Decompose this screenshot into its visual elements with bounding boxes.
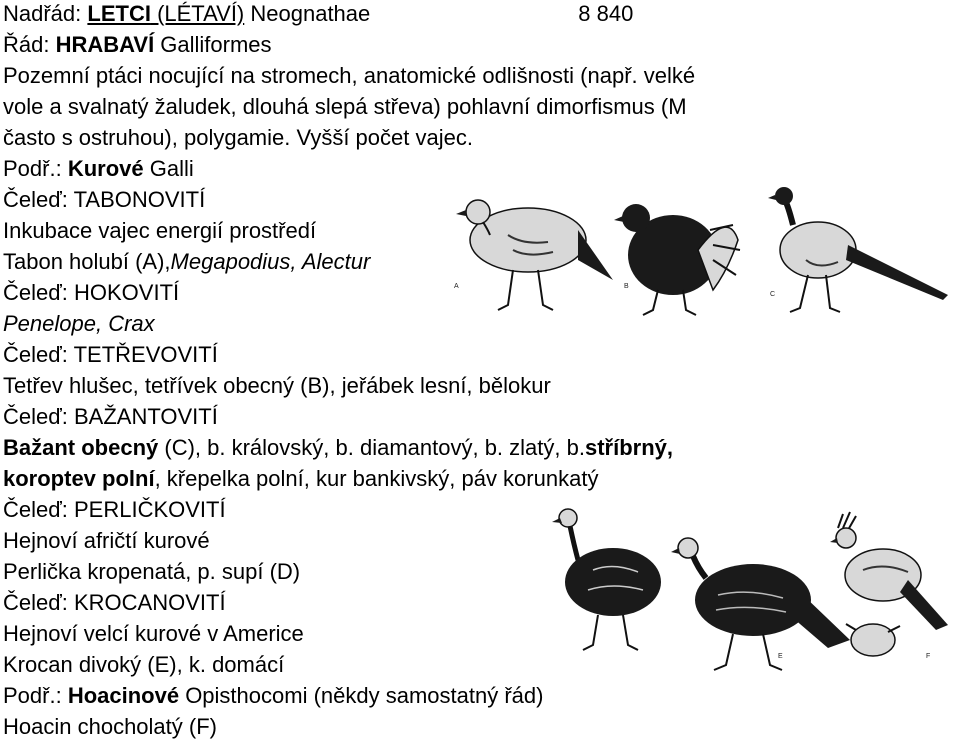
label-e: E [778, 653, 783, 660]
megapodiidae-species [3, 249, 370, 275]
species-count: 8 840 [578, 1, 634, 26]
suborder-hoatzin-line [3, 683, 543, 709]
suborder-latin: Galli [143, 156, 194, 181]
numididae-species: Perlička kropenatá, p. supí (D) [3, 559, 301, 584]
label-a: A [454, 283, 459, 290]
hoatzin-species: Hoacin chocholatý (F) [3, 714, 217, 739]
label-f: F [926, 653, 931, 660]
suborder-prefix: Podř.: [3, 156, 68, 181]
bird-b-black-grouse [614, 204, 740, 315]
family-numididae: Čeleď: PERLIČKOVITÍ [3, 497, 226, 522]
suborder-name-2: Hoacinové [67, 683, 180, 708]
bird-c-pheasant [768, 187, 948, 312]
other-species: , křepelka polní, kur bankivský, páv korunkatý [154, 466, 599, 491]
cracidae-genera: Penelope, Crax [3, 311, 155, 336]
species-text: Tabon holubí (A), [3, 249, 171, 274]
order-latin: Galliformes [154, 32, 272, 57]
family-cracidae: Čeleď: HOKOVITÍ [3, 280, 180, 305]
tetraonidae-species: Tetřev hlušec, tetřívek obecný (B), jeřábek lesní, bělokur [3, 373, 551, 398]
megapodiidae-note: Inkubace vajec energií prostředí [3, 218, 317, 243]
genus-names: Megapodius, Alectur [170, 249, 371, 274]
numididae-note: Hejnoví afričtí kurové [3, 528, 210, 553]
phasianidae-species-2 [3, 466, 598, 492]
meleagrididae-note: Hejnoví velcí kurové v Americe [3, 621, 304, 646]
family-tetraonidae: Čeleď: TETŘEVOVITÍ [3, 342, 218, 367]
order-line [3, 32, 272, 58]
bird-a-megapode [454, 200, 613, 310]
bird-d-guineafowl [552, 509, 661, 650]
phasianidae-species-1 [3, 435, 673, 461]
suborder-prefix-2: Podř.: [3, 683, 68, 708]
family-megapodiidae: Čeleď: TABONOVITÍ [3, 187, 206, 212]
family-meleagrididae: Čeleď: KROCANOVITÍ [3, 590, 226, 615]
suborder-name: Kurové [67, 156, 144, 181]
superorder-alt-name[interactable]: (LÉTAVÍ) [150, 1, 245, 26]
description-line-2: vole a svalnatý žaludek, dlouhá slepá střeva) pohlavní dimorfismus (M [3, 94, 687, 119]
family-phasianidae: Čeleď: BAŽANTOVITÍ [3, 404, 218, 429]
meleagrididae-species: Krocan divoký (E), k. domácí [3, 652, 285, 677]
pheasant-name: Bažant obecný [3, 435, 159, 460]
bird-e-turkey [671, 538, 850, 670]
label-b: B [624, 283, 629, 290]
suborder-latin-2: Opisthocomi (někdy samostatný řád) [179, 683, 544, 708]
superorder-name[interactable]: LETCI [87, 1, 151, 26]
partridge-name: koroptev polní [3, 466, 155, 491]
pheasant-relatives: (C), b. královský, b. diamantový, b. zlatý, b. [158, 435, 585, 460]
order-prefix: Řád: [3, 32, 56, 57]
superorder-latin: Neognathae [244, 1, 371, 26]
superorder-prefix: Nadřád: [3, 1, 88, 26]
label-c: C [770, 291, 776, 298]
suborder-galli-line [3, 156, 194, 182]
description-line-3: často s ostruhou), polygamie. Vyšší počet vajec. [3, 125, 473, 150]
illustration-birds-abc [428, 160, 958, 322]
illustration-birds-def [538, 500, 958, 678]
order-name: HRABAVÍ [55, 32, 155, 57]
superorder-line [3, 1, 633, 27]
silver-pheasant: stříbrný, [584, 435, 673, 460]
description-line-1: Pozemní ptáci nocující na stromech, anatomické odlišnosti (např. velké [3, 63, 696, 88]
